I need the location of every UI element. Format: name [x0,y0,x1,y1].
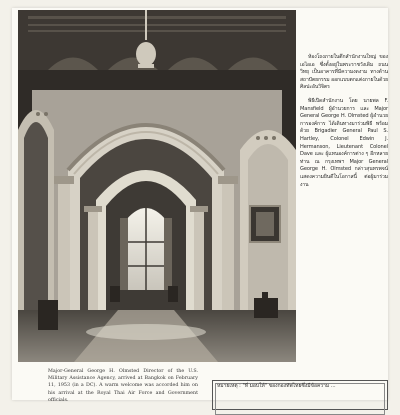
hall-arches-icon [18,10,296,362]
interior-hall-photo [18,10,296,362]
notice-text: หมายเหตุ : "ที่ มอบให้" ของกองทัพไทยซึ่งมีข้อความ ... [217,383,336,389]
magazine-page [12,8,388,403]
thai-paragraph-2: พิธีเปิดสำนักงาน โดย นายพล F. Mansfield ผู้อำนวยการ และ Major General George H. Olmsted ผู้อำนวยการองค์การ ได้เดินทางมาร่วมพิธี พร้อมด้วย Brigadier General Paul S. Hartley, Colonel Edwin J. Hermanson, Lieutenant Colonel Dave และ ผู้แทนองค์การต่าง ๆ อีกหลายท่าน ณ กรุงเทพฯ Major General George H. Olmsted กล่าวสุนทรพจน์แสดงความยินดีในโอกาสนี้ ต่อผู้มาร่วมงาน [300,97,388,188]
notice-box [212,380,388,410]
thai-paragraph-1: ห้องโถงภายในตึกสำนักงานใหญ่ ของเอไอเอ ซึ่งตั้งอยู่ในพระราชวังเดิม ถนนวิทยุ เป็นอาคารที่มีความงดงาม ทางด้านสถาปัตยกรรม ออกแบบตกแต่งภายในด้วยศิลปะอันวิจิตร [300,54,388,91]
photo-caption: Major-General George H. Olmsted Director of the U.S. Military Assistance Agency, arrived at Bangkok on February 11, 1953 (in a DC). A warm welcome was accorded him on his arrival at the Royal Thai Air Force and Government officials. [48,369,198,403]
thai-text-column [300,54,388,195]
